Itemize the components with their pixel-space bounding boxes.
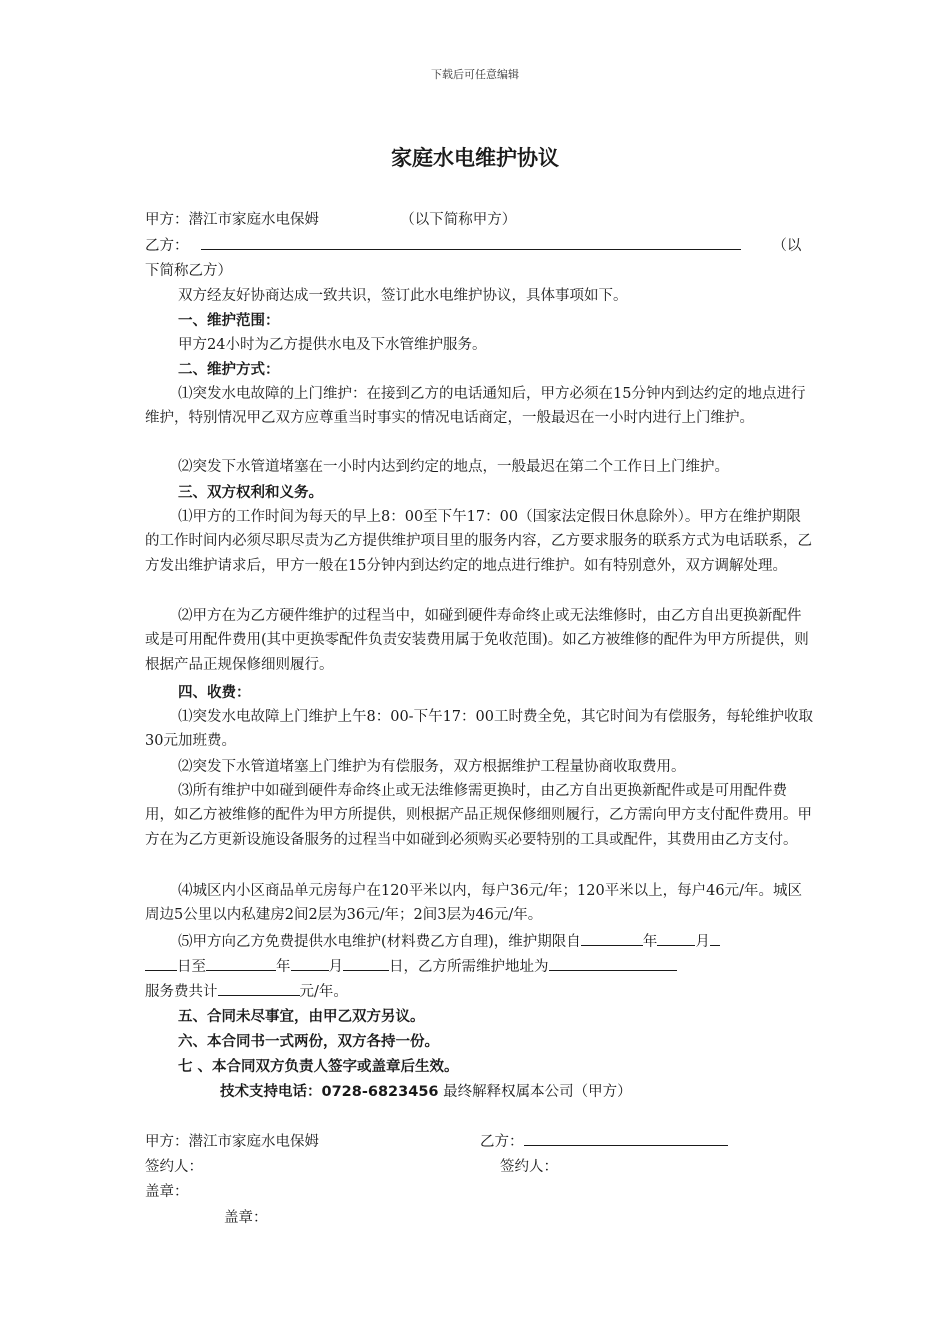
section-3-paragraph-1: ⑴甲方的工作时间为每天的早上8：00至下午17：00（国家法定假日休息除外）。甲方在维护期限的工作时间内必须尽职尽责为乙方提供维护项目里的服务内容，乙方要求服务的联系方式为电话联系，乙方发出维护请求后，甲方一般在15分钟内到达约定的地点进行维护。如有特别意外，双方调解处理。 [145,509,812,574]
section-5: 五、合同未尽事宜，由甲乙双方另议。 [178,1009,425,1025]
address-blank[interactable] [549,955,677,971]
section-7: 七 、本合同双方负责人签字或盖章后生效。 [178,1059,459,1075]
section-4-paragraph-1: ⑴突发水电故障上门维护上午8：00-下午17：00工时费全免，其它时间为有偿服务，每轮维护收取30元加班费。 [145,709,813,750]
support-note: 最终解释权属本公司（甲方） [443,1084,632,1100]
header-note: 下载后可任意编辑 [431,68,519,81]
party-a-label: 甲方：潜江市家庭水电保姆 [145,212,319,228]
section-4-paragraph-2: ⑵突发下水管道堵塞上门维护为有偿服务，双方根据维护工程量协商收取费用。 [178,759,686,775]
fee-line [145,980,348,1001]
start-month-blank[interactable] [657,930,695,946]
party-a-note: （以下简称甲方） [400,212,517,228]
sign-party-b-blank[interactable] [524,1130,728,1146]
section-2-paragraph-2: ⑵突发下水管道堵塞在一小时内达到约定的地点，一般最迟在第二个工作日上门维护。 [178,459,729,475]
end-year-blank[interactable] [206,955,276,971]
party-b-blank[interactable] [201,234,741,250]
year2-label: 年 [276,959,291,975]
section-6: 六、本合同书一式两份，双方各持一份。 [178,1034,439,1050]
start-day-blank[interactable] [145,955,177,971]
sign-seal-b: 盖章： [224,1210,268,1226]
section-1-paragraph: 甲方24小时为乙方提供水电及下水管维护服务。 [178,337,487,353]
sign-seal-a: 盖章： [145,1184,189,1200]
month2-label: 月 [328,959,343,975]
address-label: 日，乙方所需维护地址为 [389,959,549,975]
section-3-paragraph-2: ⑵甲方在为乙方硬件维护的过程当中，如碰到硬件寿命终止或无法维修时，由乙方自出更换新配件或是可用配件费用(其中更换零配件负责安装费用属于免收范围)。如乙方被维修的配件为甲方所提供，则根据产品正规保修细则履行。 [145,608,809,673]
section-1-title: 一、维护范围： [178,313,280,329]
section-2-paragraph-1: ⑴突发水电故障的上门维护：在接到乙方的电话通知后，甲方必须在15分钟内到达约定的地点进行维护，特别情况甲乙双方应尊重当时事实的情况电话商定，一般最迟在一小时内进行上门维护。 [145,386,806,427]
end-day-blank[interactable] [343,955,389,971]
sign-signer-b: 签约人： [500,1159,558,1175]
intro-paragraph: 双方经友好协商达成一致共识，签订此水电维护协议，具体事项如下。 [178,288,628,304]
month-label: 月 [695,934,710,950]
party-b-note-b: 下简称乙方） [145,263,232,279]
start-day-blank-a[interactable] [710,930,720,946]
sign-signer-a: 签约人： [145,1159,203,1175]
fee-unit: 元/年。 [299,984,348,1000]
section-4-paragraph-4: ⑷城区内小区商品单元房每户在120平米以内，每户36元/年；120平米以上，每户46元/年。城区周边5公里以内私建房2间2层为36元/年；2间3层为46元/年。 [145,883,803,924]
party-b-label: 乙方： [145,238,189,254]
end-month-blank[interactable] [291,955,329,971]
sign-party-b: 乙方： [480,1134,524,1150]
fee-label: 服务费共计 [145,984,218,1000]
section-4-paragraph-3: ⑶所有维护中如碰到硬件寿命终止或无法维修需更换时，由乙方自出更换新配件或是可用配件费用，如乙方被维修的配件为甲方所提供，则根据产品正规保修细则履行，乙方需向甲方支付配件费用。甲方在为乙方更新设施设备服务的过程当中如碰到必须购买必要特别的工具或配件，其费用由乙方支付。 [145,783,812,848]
support-line [220,1080,632,1101]
term-text: ⑸甲方向乙方免费提供水电维护(材料费乙方自理)，维护期限自 [178,934,581,950]
sign-party-b-line [480,1130,728,1151]
fee-blank[interactable] [218,980,300,996]
section-3-title: 三、双方权利和义务。 [178,485,323,501]
year-label: 年 [642,934,658,950]
start-year-blank[interactable] [581,930,643,946]
day-from-label: 日至 [177,959,206,975]
party-a-line [145,208,516,229]
party-b-note-a: （以 [772,238,802,254]
term-line [178,930,720,951]
section-4-title: 四、收费： [178,685,251,701]
term-line-2 [145,955,677,976]
party-b-line [145,234,801,255]
section-2-title: 二、维护方式： [178,362,280,378]
page-title: 家庭水电维护协议 [391,146,559,170]
support-phone: 技术支持电话：0728-6823456 [220,1084,439,1100]
sign-party-a: 甲方：潜江市家庭水电保姆 [145,1134,319,1150]
